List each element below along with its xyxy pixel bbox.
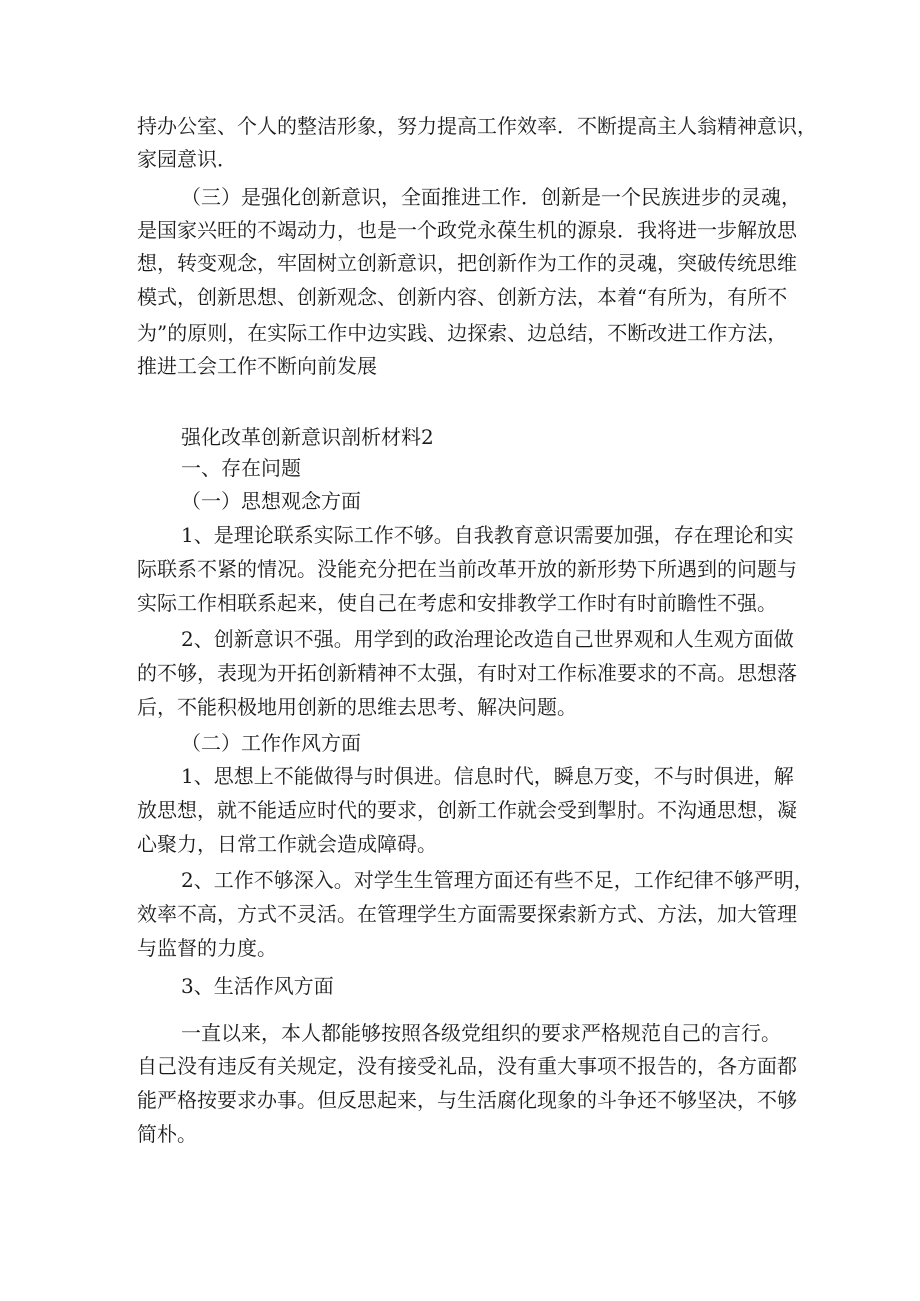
text-line: 自己没有违反有关规定，没有接受礼品，没有重大事项不报告的，各方面都 [137, 1054, 797, 1078]
text-line: 2、创新意识不强。用学到的政治理论改造自己世界观和人生观方面做 [181, 627, 794, 651]
text-line: 实际工作相联系起来，使自己在考虑和安排教学工作时有时前瞻性不强。 [137, 591, 777, 615]
text-line: 心聚力，日常工作就会造成障碍。 [137, 832, 437, 856]
text-line: 为”的原则，在实际工作中边实践、边探索、边总结，不断改进工作方法， [137, 321, 788, 345]
text-line: 持办公室、个人的整洁形象，努力提高工作效率．不断提高主人翁精神意识， [137, 114, 817, 138]
text-line: 家园意识． [137, 147, 237, 171]
subsection-heading: （二）工作作风方面 [181, 731, 361, 755]
text-line: 与监督的力度。 [137, 936, 277, 960]
text-line: 的不够，表现为开拓创新精神不太强，有时对工作标准要求的不高。思想落 [137, 661, 797, 685]
paragraph-heading: （三）是强化创新意识，全面推进工作．创新是一个民族进步的灵魂， [181, 185, 801, 209]
subsection-heading: 3、生活作风方面 [181, 974, 334, 998]
text-line: 放思想，就不能适应时代的要求，创新工作就会受到掣肘。不沟通思想，凝 [137, 798, 797, 822]
text-line: 简朴。 [137, 1122, 197, 1146]
text-line: 效率不高，方式不灵活。在管理学生方面需要探索新方式、方法，加大管理 [137, 902, 797, 926]
text-line: 想，转变观念，牢固树立创新意识，把创新作为工作的灵魂，突破传统思维 [137, 251, 797, 275]
text-line: 1、思想上不能做得与时俱进。信息时代，瞬息万变，不与时俱进，解 [181, 764, 794, 788]
text-line: 推进工会工作不断向前发展 [137, 354, 377, 378]
text-line: 是国家兴旺的不竭动力，也是一个政党永葆生机的源泉．我将进一步解放思 [137, 218, 797, 242]
text-line: 能严格按要求办事。但反思起来，与生活腐化现象的斗争还不够坚决，不够 [137, 1088, 797, 1112]
text-line: 1、是理论联系实际工作不够。自我教育意识需要加强，存在理论和实 [181, 523, 794, 547]
section-title: 强化改革创新意识剖析材料2 [181, 425, 434, 449]
text-line: 际联系不紧的情况。没能充分把在当前改革开放的新形势下所遇到的问题与 [137, 557, 797, 581]
text-line: 2、工作不够深入。对学生生管理方面还有些不足，工作纪律不够严明， [181, 868, 814, 892]
subsection-heading: （一）思想观念方面 [181, 489, 361, 513]
text-line: 后，不能积极地用创新的思维去思考、解决问题。 [137, 695, 577, 719]
text-line: 模式，创新思想、创新观念、创新内容、创新方法，本着“有所为，有所不 [137, 285, 788, 309]
section-heading: 一、存在问题 [181, 456, 301, 480]
text-line: 一直以来，本人都能够按照各级党组织的要求严格规范自己的言行。 [181, 1021, 781, 1045]
